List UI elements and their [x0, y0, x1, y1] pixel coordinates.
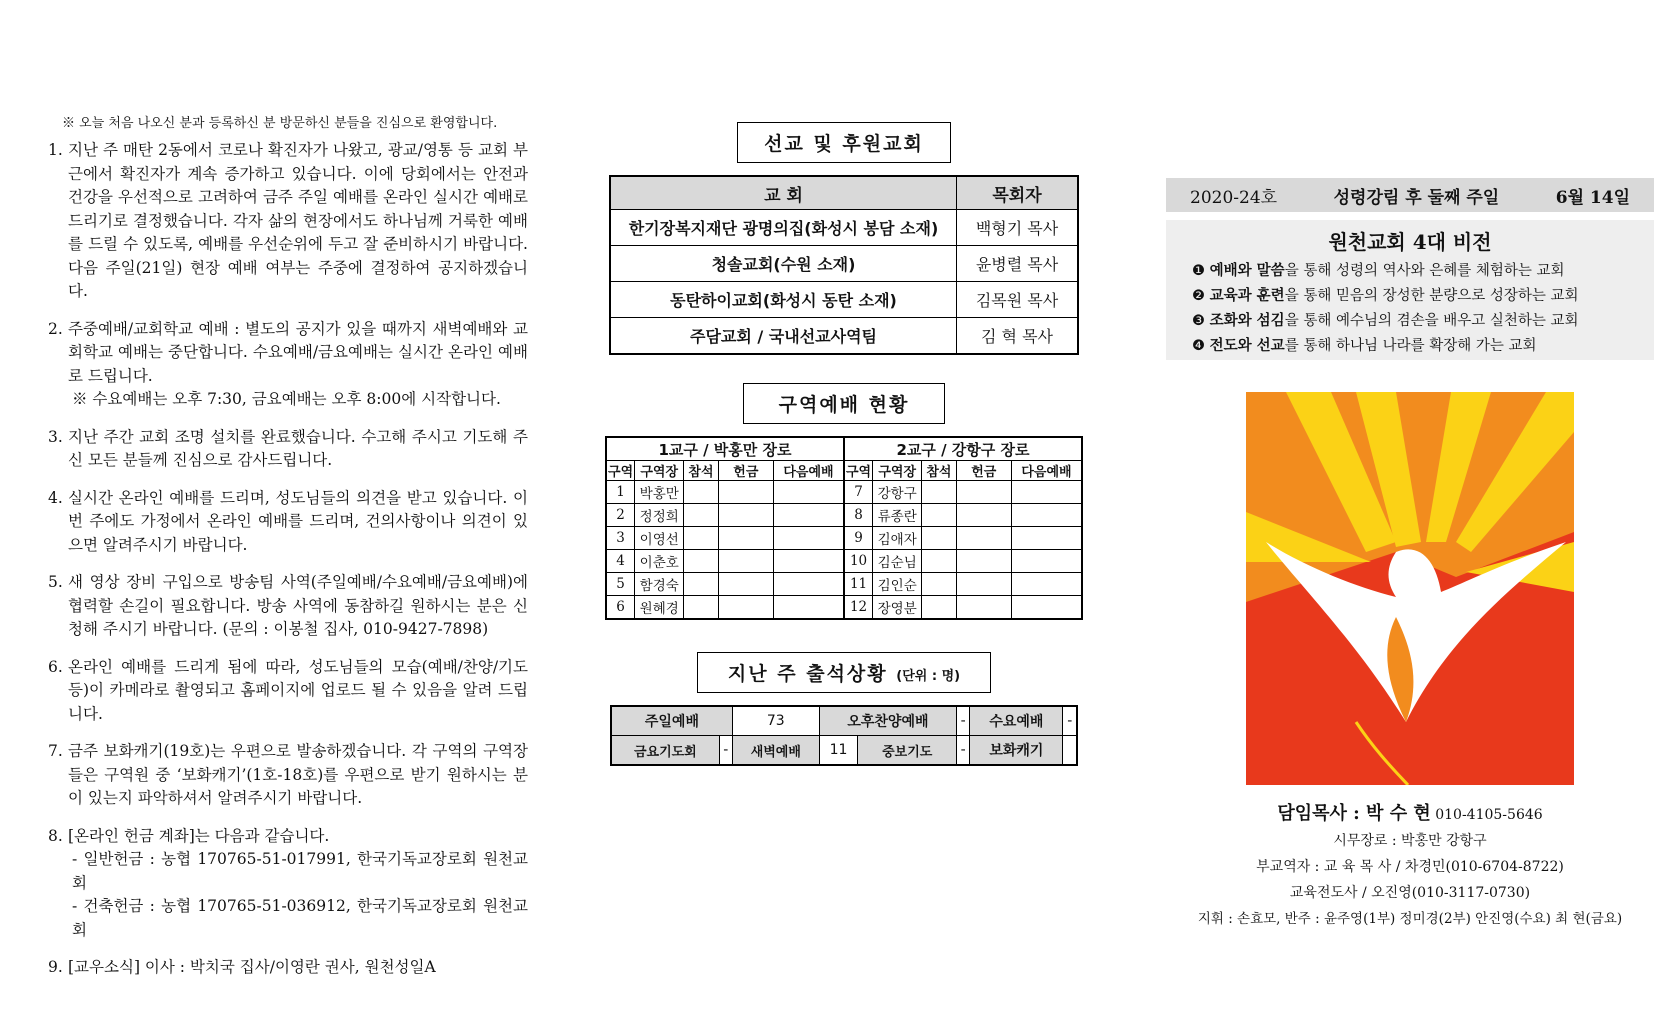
attend-label: 새벽예배: [732, 736, 819, 766]
col-attend: 참석: [922, 461, 956, 481]
number-icon: ❸: [1192, 313, 1205, 329]
attend-value: 73: [732, 706, 819, 736]
attend-value: -: [957, 736, 970, 766]
district-leader: 김인순: [873, 573, 922, 596]
notice-number: 2.: [48, 319, 63, 338]
mission-pastor: 백형기 목사: [957, 210, 1079, 246]
district-title: 구역예배 현황: [743, 383, 945, 424]
district-number: 5: [606, 573, 635, 596]
district-number: 12: [844, 596, 873, 620]
notice-4: [48, 487, 528, 558]
number-icon: ❹: [1192, 338, 1205, 354]
vision-title: 원천교회 4대 비전: [1328, 230, 1492, 254]
col-next: 다음예배: [1011, 461, 1082, 481]
account-building: - 건축헌금 : 농협 170765-51-036912, 한국기독교장로회 원천교회: [72, 897, 528, 939]
notice-text: 온라인 예배를 드리게 됨에 따라, 성도님들의 모습(예배/찬양/기도 등)이 카메라로 촬영되고 홈페이지에 업로드 될 수 있음을 알려 드립니다.: [68, 657, 528, 723]
attend-value: 11: [819, 736, 858, 766]
col-leader: 구역장: [873, 461, 922, 481]
notice-number: 6.: [48, 657, 63, 676]
notice-text: 지난 주 매탄 2동에서 코로나 확진자가 나왔고, 광교/영통 등 교회 부근에서 확진자가 계속 증가하고 있습니다. 이에 당회에서는 안전과 건강을 우선적으로 고려하여 금주 주일 예배를 온라인 실시간 예배로 드리기로 결정했습니다. 각자 삶의 현장에서도 하나님께 거룩한 예배를 드릴 수 있도록, 예배를 우선순위에 두고 잘 준비하시기 바랍니다. 다음 주일(21일) 현장 예배 여부는 주중에 결정하여 공지하겠습니다.: [68, 141, 528, 300]
number-icon: ❶: [1192, 263, 1205, 279]
sunday-name: 성령강림 후 둘째 주일: [1333, 187, 1500, 208]
mission-pastor: 김 혁 목사: [957, 318, 1079, 355]
table-row: [606, 550, 1082, 573]
notice-number: 8.: [48, 826, 63, 845]
associate-pastor: 부교역자 : 교 육 목 사 / 차경민(010-6704-8722): [1256, 859, 1564, 875]
attend-label: 오후찬양예배: [819, 706, 956, 736]
welcome-text: ※ 오늘 처음 나오신 분과 등록하신 분 방문하신 분들을 진심으로 환영합니다.: [62, 116, 498, 131]
attendance-table: [610, 705, 1078, 766]
col-leader: 구역장: [635, 461, 684, 481]
district-group-1: 1교구 / 박홍만 장로: [606, 437, 844, 461]
mission-pastor: 김목원 목사: [957, 282, 1079, 318]
senior-phone: 010-4105-5646: [1435, 807, 1543, 823]
district-leader: 박홍만: [635, 481, 684, 504]
senior-pastor: 담임목사 : 박 수 현: [1277, 803, 1431, 824]
district-leader: 이춘호: [635, 550, 684, 573]
notice-text: 지난 주간 교회 조명 설치를 완료했습니다. 수고해 주시고 기도해 주신 모든 분들께 진심으로 감사드립니다.: [68, 427, 528, 469]
table-row: [611, 706, 1077, 736]
attend-label: 수요예배: [970, 706, 1063, 736]
vision-rest: 을 통해 성령의 역사와 은혜를 체험하는 교회: [1284, 263, 1565, 279]
vision-rest: 을 통해 믿음의 장성한 분량으로 성장하는 교회: [1284, 288, 1579, 304]
district-leader: 강항구: [873, 481, 922, 504]
table-row: [611, 736, 1077, 766]
table-row: [606, 527, 1082, 550]
district-number: 6: [606, 596, 635, 620]
account-general: - 일반헌금 : 농협 170765-51-017991, 한국기독교장로회 원천교회: [72, 850, 528, 892]
district-leader: 함경숙: [635, 573, 684, 596]
attendance-title: [697, 652, 991, 693]
mission-header-pastor: 목회자: [957, 176, 1079, 210]
notice-number: 4.: [48, 488, 63, 507]
district-number: 3: [606, 527, 635, 550]
vision-item-2: [1192, 284, 1654, 309]
district-number: 10: [844, 550, 873, 573]
district-leader: 김순님: [873, 550, 922, 573]
notice-text: [교우소식] 이사 : 박치국 집사/이영란 권사, 원천성일A: [68, 958, 436, 976]
edu-minister: 교육전도사 / 오진영(010-3117-0730): [1289, 885, 1531, 901]
notice-5: [48, 571, 528, 642]
vision-key: 전도와 선교: [1209, 338, 1285, 354]
notice-text: 새 영상 장비 구입으로 방송팀 사역(주일예배/수요예배/금요예배)에 협력할 손길이 필요합니다. 방송 사역에 동참하길 원하시는 분은 신청해 주시기 바랍니다. (문의 : 이봉철 집사, 010-9427-7898): [68, 573, 528, 638]
table-row: [606, 504, 1082, 527]
attend-label: 중보기도: [858, 736, 957, 766]
notice-text: 실시간 온라인 예배를 드리며, 성도님들의 의견을 받고 있습니다. 이번 주에도 가정에서 온라인 예배를 드리며, 건의사항이나 의견이 있으면 알려주시기 바랍니다.: [68, 488, 528, 554]
attendance-title-text: 지난 주 출석상황: [727, 663, 888, 685]
col-attend: 참석: [684, 461, 718, 481]
mission-table: [609, 175, 1079, 355]
notice-2: [48, 318, 528, 412]
notice-text: [온라인 헌금 계좌]는 다음과 같습니다.: [68, 826, 330, 845]
mission-header-church: 교 회: [610, 176, 957, 210]
notice-sub: ※ 수요예배는 오후 7:30, 금요예배는 오후 8:00에 시작합니다.: [72, 390, 501, 408]
notice-text: 주중예배/교회학교 예배 : 별도의 공지가 있을 때까지 새벽예배와 교회학교 예배는 중단합니다. 수요예배/금요예배는 실시간 온라인 예배로 드립니다.: [68, 319, 528, 385]
district-number: 2: [606, 504, 635, 527]
attend-value: -: [1063, 706, 1077, 736]
vision-item-1: [1192, 259, 1654, 284]
district-table: [605, 436, 1083, 620]
notice-number: 3.: [48, 427, 63, 446]
district-leader: 이영선: [635, 527, 684, 550]
notice-1: [48, 139, 528, 304]
notice-9: [48, 956, 528, 980]
district-number: 9: [844, 527, 873, 550]
bulletin-date: 6월 14일: [1555, 187, 1630, 208]
attend-label: 금요기도회: [611, 736, 719, 766]
notices-column: [48, 112, 528, 994]
district-number: 7: [844, 481, 873, 504]
attend-label: 보화캐기: [970, 736, 1063, 766]
vision-key: 예배와 말씀: [1209, 263, 1285, 279]
number-icon: ❷: [1192, 288, 1205, 304]
vision-rest: 을 통해 예수님의 겸손을 배우고 실천하는 교회: [1284, 313, 1579, 329]
attend-value: [1063, 736, 1077, 766]
notice-6: [48, 656, 528, 727]
attend-value: -: [719, 736, 732, 766]
district-number: 1: [606, 481, 635, 504]
vision-box: [1166, 220, 1654, 360]
district-leader: 정정희: [635, 504, 684, 527]
notice-number: 9.: [48, 958, 63, 976]
district-number: 11: [844, 573, 873, 596]
table-row: [606, 481, 1082, 504]
attend-label: 주일예배: [611, 706, 732, 736]
holy-spirit-dove-icon: [1246, 392, 1574, 785]
vision-rest: 를 통해 하나님 나라를 확장해 가는 교회: [1284, 338, 1537, 354]
notice-8: [48, 825, 528, 943]
table-row: [610, 246, 1078, 282]
notice-text: 금주 보화캐기(19호)는 우편으로 발송하겠습니다. 각 구역의 구역장들은 구역원 중 ‘보화캐기’(1호-18호)를 우편으로 받기 원하시는 분이 있는지 파악하셔서 알려주시기 바랍니다.: [68, 742, 528, 807]
vision-item-3: [1192, 309, 1654, 334]
district-number: 8: [844, 504, 873, 527]
table-row: [610, 318, 1078, 355]
mission-church: 동탄하이교회(화성시 동탄 소재): [610, 282, 957, 318]
col-offering: 헌금: [718, 461, 773, 481]
table-row: [606, 596, 1082, 620]
notice-7: [48, 740, 528, 811]
district-leader: 장영분: [873, 596, 922, 620]
attendance-unit: (단위 : 명): [896, 669, 961, 684]
notice-number: 7.: [48, 742, 63, 760]
col-district: 구역: [606, 461, 635, 481]
col-district: 구역: [844, 461, 873, 481]
mission-church: 한기장복지재단 광명의집(화성시 봉담 소재): [610, 210, 957, 246]
tables-column: [604, 122, 1084, 766]
district-leader: 김애자: [873, 527, 922, 550]
music-staff: 지휘 : 손효모, 반주 : 윤주영(1부) 정미경(2부) 안진영(수요) 최 현(금요): [1197, 911, 1623, 927]
mission-church: 주담교회 / 국내선교사역팀: [610, 318, 957, 355]
elders: 시무장로 : 박홍만 강항구: [1333, 833, 1487, 849]
issue-number: 2020-24호: [1190, 187, 1278, 208]
district-number: 4: [606, 550, 635, 573]
notice-number: 5.: [48, 573, 63, 591]
col-offering: 헌금: [956, 461, 1011, 481]
table-row: [610, 210, 1078, 246]
attend-value: -: [957, 706, 970, 736]
vision-item-4: [1192, 334, 1654, 359]
staff-info: [1166, 801, 1654, 932]
cover-column: [1166, 178, 1654, 932]
vision-key: 교육과 훈련: [1209, 288, 1285, 304]
notice-number: 1.: [48, 141, 63, 159]
col-next: 다음예배: [774, 461, 844, 481]
district-leader: 원혜경: [635, 596, 684, 620]
vision-key: 조화와 섬김: [1209, 313, 1285, 329]
mission-pastor: 윤병렬 목사: [957, 246, 1079, 282]
table-row: [606, 573, 1082, 596]
district-group-2: 2교구 / 강항구 장로: [844, 437, 1082, 461]
table-row: [610, 282, 1078, 318]
notice-3: [48, 426, 528, 473]
mission-church: 청솔교회(수원 소재): [610, 246, 957, 282]
bulletin-header: [1166, 178, 1654, 212]
mission-title: 선교 및 후원교회: [737, 122, 951, 163]
district-leader: 류종란: [873, 504, 922, 527]
